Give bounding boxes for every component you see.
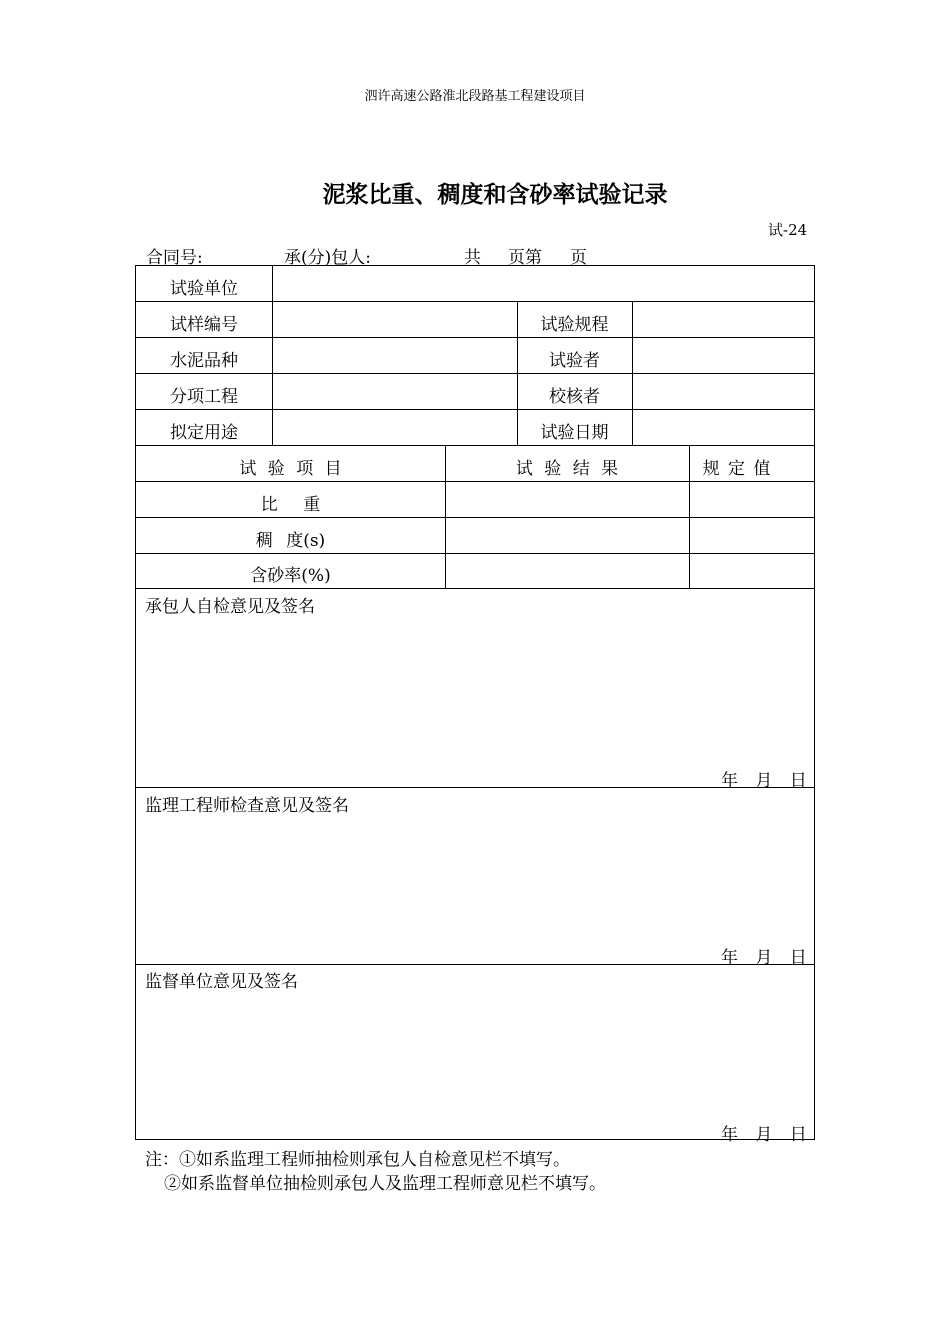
header-test-result: 试 验 结 果 [515, 459, 619, 479]
header-spec-value: 规 定 值 [702, 459, 771, 479]
supervisor-opinion-label: 监理工程师检查意见及签名 [145, 796, 349, 816]
page-number-label: 页第 [508, 248, 542, 268]
contractor-opinion-label: 承包人自检意见及签名 [145, 597, 315, 617]
oversight-opinion-label: 监督单位意见及签名 [145, 972, 298, 992]
label-test-date: 试验日期 [540, 423, 609, 443]
header-test-item: 试 验 项 目 [239, 459, 342, 479]
label-test-standard: 试验规程 [540, 315, 609, 335]
label-checker: 校核者 [549, 387, 600, 407]
record-form-table [135, 265, 815, 1145]
item-specific-gravity: 比 重 [260, 495, 321, 515]
note-line-1: 注：①如系监理工程师抽检则承包人自检意见栏不填写。 [145, 1150, 570, 1170]
note-line-2: ②如系监督单位抽检则承包人及监理工程师意见栏不填写。 [164, 1174, 606, 1194]
page-title: 泥浆比重、稠度和含砂率试验记录 [322, 181, 668, 208]
form-number: 试-24 [768, 221, 808, 239]
label-sub-project: 分项工程 [170, 387, 238, 407]
label-sample-number: 试样编号 [170, 315, 238, 335]
project-header: 泗许高速公路淮北段路基工程建设项目 [364, 89, 586, 104]
contract-number-label: 合同号: [146, 248, 203, 268]
item-consistency: 稠 度(s) [255, 531, 326, 551]
page-suffix-label: 页 [570, 248, 587, 268]
supervisor-date-label: 年 月 日 [721, 948, 807, 968]
contractor-date-label: 年 月 日 [721, 771, 807, 791]
contractor-label: 承(分)包人: [284, 248, 371, 268]
label-cement-type: 水泥品种 [170, 351, 238, 371]
oversight-date-label: 年 月 日 [721, 1125, 807, 1145]
item-sand-content: 含砂率(%) [250, 566, 331, 586]
label-test-unit: 试验单位 [170, 279, 238, 299]
total-pages-label: 共 [464, 248, 481, 268]
label-intended-use: 拟定用途 [170, 423, 238, 443]
label-tester: 试验者 [549, 351, 600, 371]
